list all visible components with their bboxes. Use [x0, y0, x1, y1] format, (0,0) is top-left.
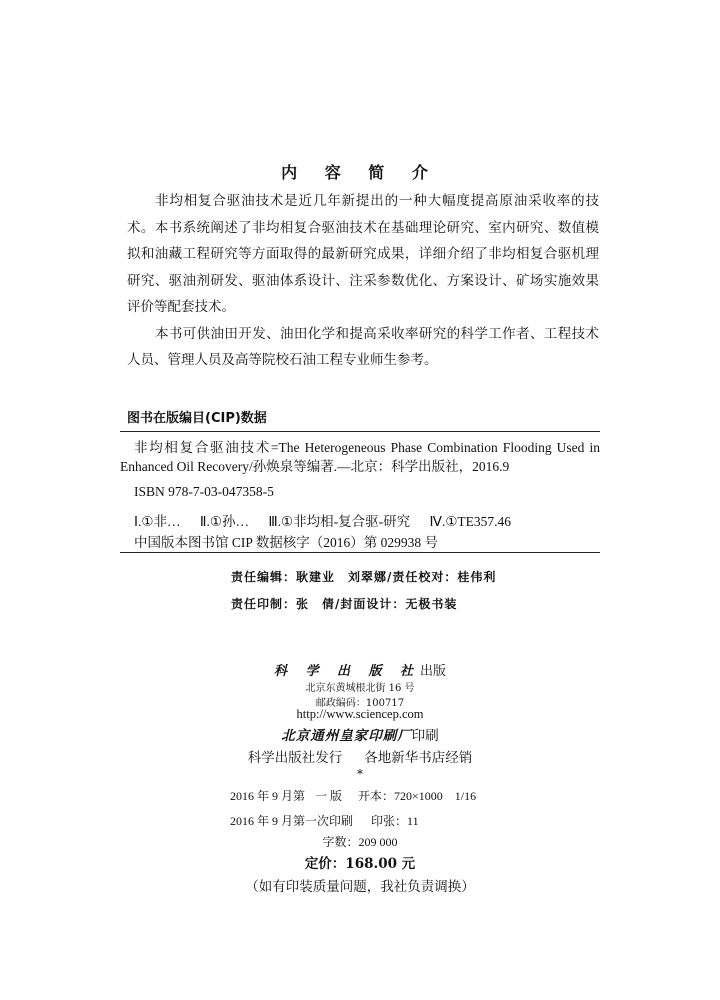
- cip-record-text: 非均相复合驱油技术=The Heterogeneous Phase Combination Flooding Used in Enhanced Oil Recovery/孙焕泉等编著.—北京：科学出版社，2016.9: [120, 440, 600, 474]
- printer-name: 北京通州皇家印刷厂: [281, 728, 412, 744]
- divider: [120, 431, 600, 432]
- summary-paragraph: 非均相复合驱油技术是近几年新提出的一种大幅度提高原油采收率的技术。本书系统阐述了非均相复合驱油技术在基础理论研究、室内研究、数值模拟和油藏工程研究等方面取得的最新研究成果，详细介绍了非均相复合驱机理研究、驱油剂研发、驱油体系设计、注采参数优化、方案设计、矿场实施效果评价等配套技术。: [127, 193, 599, 315]
- word-count: 字数：209 000: [322, 835, 398, 849]
- printer-suffix: 印刷: [411, 728, 439, 744]
- summary-body: [127, 188, 599, 374]
- edition-line: [230, 787, 476, 804]
- editor-credits: 责任编辑：耿建业 刘翠娜/责任校对：桂伟利: [231, 570, 497, 584]
- cip-classification: [134, 510, 527, 530]
- cip-heading: 图书在版编目(CIP)数据: [127, 411, 267, 426]
- postcode: 邮政编码：100717: [315, 698, 405, 709]
- edition-date: 2016 年 9 月第: [230, 789, 306, 803]
- summary-title: 内 容 简 介: [281, 163, 439, 182]
- printer-line: [0, 724, 720, 744]
- print-run: 2016 年 9 月第一次印刷: [230, 814, 354, 828]
- classification-item: Ⅳ.①TE357.46: [429, 514, 512, 529]
- classification-item: Ⅲ.①非均相-复合驱-研究: [268, 514, 411, 529]
- print-sheets: 印张：11: [371, 814, 419, 828]
- price: 定价：168.00 元: [304, 856, 416, 872]
- distributor: 科学出版社发行: [247, 750, 343, 766]
- cip-record: [120, 438, 600, 476]
- classification-item: Ⅰ.①非…: [134, 514, 181, 529]
- print-run-line: [230, 812, 419, 829]
- publisher-line: [0, 660, 720, 679]
- isbn: ISBN 978-7-03-047358-5: [134, 484, 274, 499]
- separator-star: *: [357, 767, 363, 781]
- publisher-name: 科 学 出 版 社: [273, 664, 421, 679]
- quality-note: （如有印装质量问题，我社负责调换）: [245, 879, 475, 895]
- publisher-suffix: 出版: [420, 664, 447, 679]
- publisher-address: 北京东黄城根北街 16 号: [305, 683, 415, 694]
- distribution-line: [0, 746, 720, 766]
- summary-paragraph: 本书可供油田开发、油田化学和提高采收率研究的科学工作者、工程技术人员、管理人员及高等院校石油工程专业师生参考。: [127, 325, 599, 368]
- divider: [120, 552, 600, 553]
- book-format: 开本：720×1000 1/16: [358, 789, 477, 803]
- cip-number: 中国版本图书馆 CIP 数据核字（2016）第 029938 号: [134, 535, 439, 550]
- publisher-url: http://www.sciencep.com: [296, 707, 424, 721]
- production-credits: 责任印制：张 倩/封面设计：无极书装: [231, 597, 458, 611]
- classification-item: Ⅱ.①孙…: [199, 514, 249, 529]
- retailer: 各地新华书店经销: [364, 750, 473, 766]
- edition-number: 一 版: [315, 789, 343, 803]
